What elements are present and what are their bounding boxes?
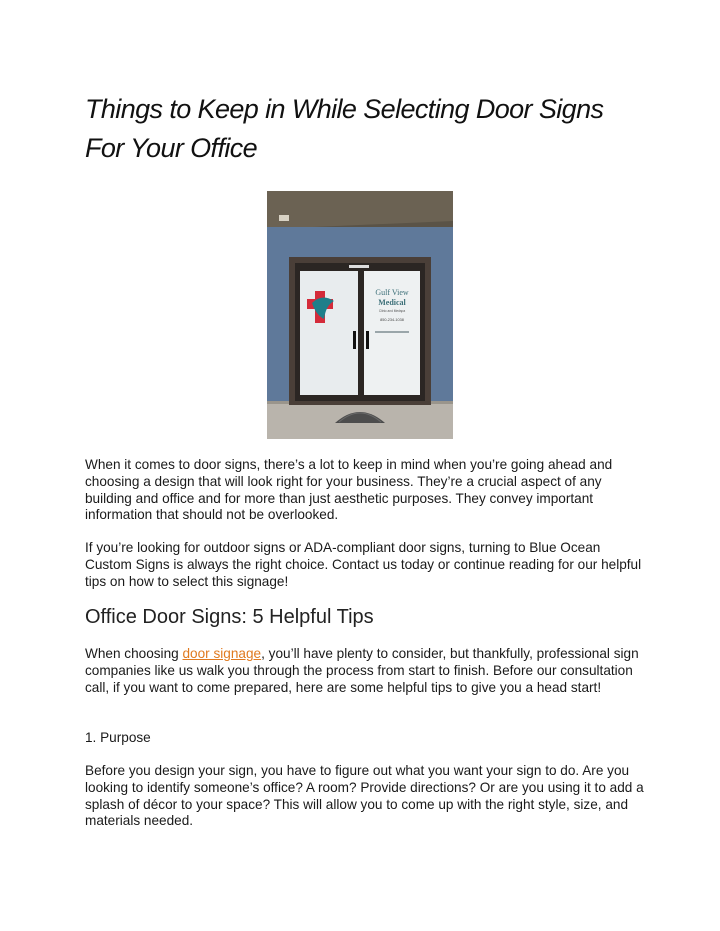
sign-subtitle: Clinic and Medspa [378,309,406,313]
purpose-paragraph: Before you design your sign, you have to figure out what you want your sign to do. Are you looking to identify someone’s office? A room? Provide directions? Or are you using it to add a splash of décor to your space? This will allow you to come up with the right style, size, and materials needed. [85,763,644,829]
title-line-2: For Your Office [85,133,258,163]
page-title [85,90,665,168]
sign-name-line-1: Gulf View [375,288,409,297]
title-line-1: Things to Keep in While Selecting Door Signs [85,94,604,124]
contact-paragraph: If you’re looking for outdoor signs or ADA-compliant door signs, turning to Blue Ocean Custom Signs is always the right choice. Contact us today or continue reading for our helpful tips on how to select this signage! [85,540,642,589]
intro-paragraph: When it comes to door signs, there’s a lot to keep in mind when you’re going ahead and choosing a design that will look right for your business. They’re a crucial aspect of any building and office and for more than just aesthetic purposes. They convey important information that should not be overlooked. [85,457,613,523]
section-heading: Office Door Signs: 5 Helpful Tips [85,606,374,628]
tips-text-after: , you’ll have plenty to consider, but thankfully, professional sign companies like us walk you through the process from start to finish. Before our consultation call, if you want to come prepared, here are some helpful tips to give you a head start! [85,646,639,695]
tips-text-before: When choosing [85,646,183,661]
tip-1-heading: 1. Purpose [85,730,151,745]
office-door-photo [267,191,453,439]
door-signage-link[interactable]: door signage [182,646,262,661]
sign-phone: 850-234-1038 [380,318,404,322]
tips-intro-paragraph [85,646,645,696]
sign-name-line-2: Medical [378,298,406,307]
